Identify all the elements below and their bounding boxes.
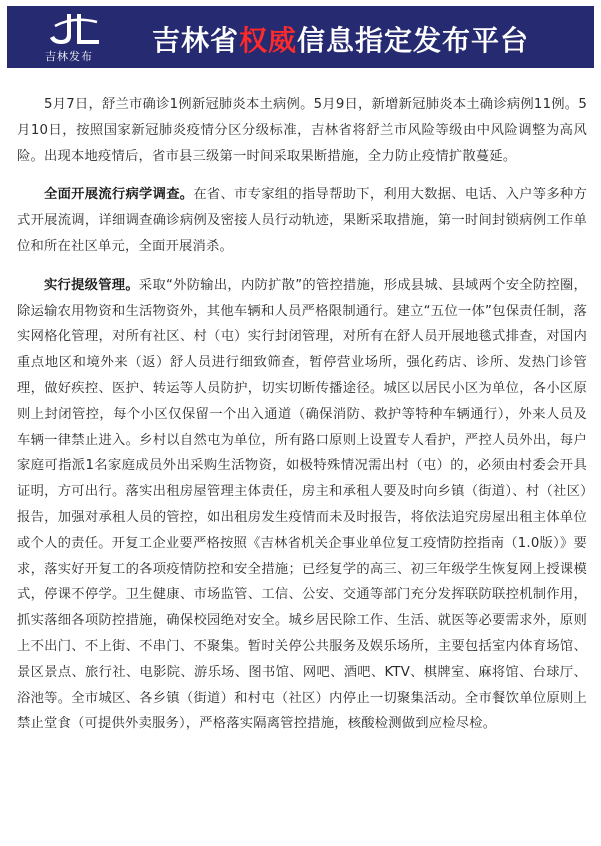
header-banner (7, 6, 594, 68)
logo (7, 6, 117, 68)
paragraph-2-text: 在省、市专家组的指导帮助下，利用大数据、电话、入户等多种方式开展流调，详细调查确诊病例及密接人员行动轨迹，果断采取措施，第一时间封锁病例工作单位和所在社区单元，全面开展消杀。 (17, 187, 587, 254)
article-body (17, 92, 587, 750)
page-title (152, 19, 529, 59)
paragraph-3 (17, 273, 587, 737)
jl-logo-icon (47, 12, 103, 48)
paragraph-3-text: 采取“外防输出，内防扩散”的管控措施，形成县城、县域两个安全防控圈，除运输农用物资和生活物资外，其他车辆和人员严格限制通行。建立“五位一体”包保责任制，落实网格化管理，对所有社区、村（屯）实行封闭管理，对所有在舒人员开展地毯式排查，对国内重点地区和境外来（返）舒人员进行细致筛查，暂停营业场所，强化药店、诊所、发热门诊管理，做好疾控、医护、转运等人员防护，切实切断传播途径。城区以居民小区为单位，各小区原则上封闭管控，每个小区仅保留一个出入通道（确保消防、救护等特种车辆通行），外来人员及车辆一律禁止进入。乡村以自然屯为单位，所有路口原则上设置专人看护，严控人员外出，每户家庭可指派1名家庭成员外出采购生活物资，如极特殊情况需出村（屯）的，必须由村委会开具证明，方可出行。落实出租房屋管理主体责任，房主和承租人要及时向乡镇（街道）、村（社区）报告，加强对承租人员的管控，如出租房发生疫情而未及时报告，将依法追究房屋出租主体单位或个人的责任。开复工企业要严格按照《吉林省机关企事业单位复工疫情防控指南（1.0版）》要求，落实好开复工的各项疫情防控和安全措施；已经复学的高三、初三年级学生恢复网上授课模式，停课不停学。卫生健康、市场监管、工信、公安、交通等部门充分发挥联防联控机制作用，抓实落细各项防控措施，确保校园绝对安全。城乡居民除工作、生活、就医等必要需求外，原则上不出门、不上街、不串门、不聚集。暂时关停公共服务及娱乐场所，主要包括室内体育场馆、景区景点、旅行社、电影院、游乐场、图书馆、网吧、酒吧、KTV、棋牌室、麻将馆、台球厅、浴池等。全市城区、各乡镇（街道）和村屯（社区）内停止一切聚集活动。全市餐饮单位原则上禁止堂食（可提供外卖服务），严格落实隔离管控措施，核酸检测做到应检尽检。 (17, 277, 587, 732)
title-part2: 信息指定发布平台 (297, 24, 530, 57)
paragraph-3-lead: 实行提级管理。 (44, 277, 139, 293)
paragraph-1-text: 5月7日，舒兰市确诊1例新冠肺炎本土病例。5月9日，新增新冠肺炎本土确诊病例11例。5月10日，按照国家新冠肺炎疫情分区分级标准，吉林省将舒兰市风险等级由中风险调整为高风险。出现本地疫情后，省市县三级第一时间采取果断措施，全力防止疫情扩散蔓延。 (17, 97, 587, 164)
logo-text: 吉林发布 (45, 50, 93, 63)
paragraph-2-lead: 全面开展流行病学调查。 (44, 187, 194, 203)
title-part1: 吉林省 (152, 24, 240, 57)
paragraph-2 (17, 182, 587, 259)
title-highlight: 权威 (239, 24, 298, 57)
paragraph-1 (17, 92, 587, 169)
